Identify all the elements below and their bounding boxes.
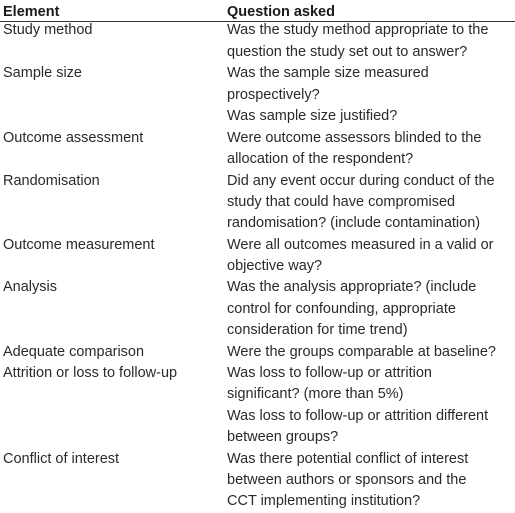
row-question-line: objective way? xyxy=(227,258,323,274)
row-question-line: Did any event occur during conduct of the xyxy=(227,173,495,189)
row-element-outcome-measurement: Outcome measurement xyxy=(3,237,155,253)
row-question-line: prospectively? xyxy=(227,87,320,103)
row-element-study-method: Study method xyxy=(3,22,93,38)
row-question-line: between authors or sponsors and the xyxy=(227,472,467,488)
row-question-line: allocation of the respondent? xyxy=(227,151,414,167)
row-element-sample-size: Sample size xyxy=(3,65,82,81)
row-question-line: Was the study method appropriate to the xyxy=(227,22,489,38)
row-element-conflict-of-interest: Conflict of interest xyxy=(3,451,120,467)
row-question-line: between groups? xyxy=(227,429,339,445)
row-question-line: control for confounding, appropriate xyxy=(227,301,456,317)
row-question-line: randomisation? (include contamination) xyxy=(227,215,481,231)
row-question-line: significant? (more than 5%) xyxy=(227,386,404,402)
row-question-line: CCT implementing institution? xyxy=(227,493,421,509)
header-question-asked: Question asked xyxy=(227,4,335,20)
row-question-line: Was the analysis appropriate? (include xyxy=(227,279,477,295)
row-question-line: Was loss to follow-up or attrition xyxy=(227,365,432,381)
row-question-line: consideration for time trend) xyxy=(227,322,408,338)
row-element-randomisation: Randomisation xyxy=(3,173,100,189)
header-element: Element xyxy=(3,4,60,20)
row-question-line: study that could have compromised xyxy=(227,194,456,210)
row-element-outcome-assessment: Outcome assessment xyxy=(3,130,144,146)
row-element-attrition: Attrition or loss to follow-up xyxy=(3,365,178,381)
row-element-analysis: Analysis xyxy=(3,279,57,295)
row-question-line: Was there potential conflict of interest xyxy=(227,451,469,467)
row-question-line: question the study set out to answer? xyxy=(227,44,468,60)
row-question-line: Was the sample size measured xyxy=(227,65,429,81)
row-element-adequate-comparison: Adequate comparison xyxy=(3,344,145,360)
row-question-line: Was loss to follow-up or attrition different xyxy=(227,408,489,424)
row-question-line: Were outcome assessors blinded to the xyxy=(227,130,482,146)
row-question-line: Were the groups comparable at baseline? xyxy=(227,344,496,360)
row-question-line: Were all outcomes measured in a valid or xyxy=(227,237,494,253)
row-question-line: Was sample size justified? xyxy=(227,108,398,124)
